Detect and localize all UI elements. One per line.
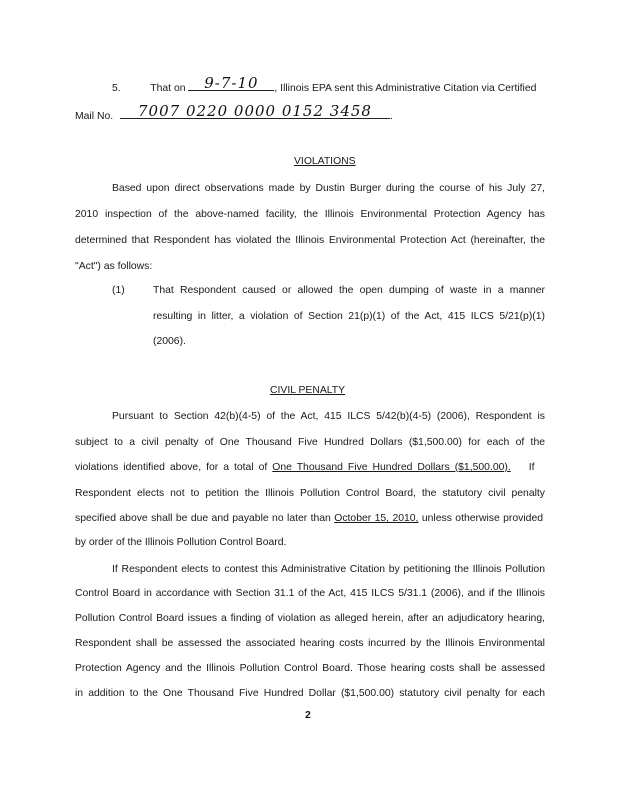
para5-prefix: That on: [150, 83, 186, 94]
page-number: 2: [305, 710, 311, 721]
penalty-p1-line2: subject to a civil penalty of One Thousand Five Hundred Dollars ($1,500.00) for each of the: [75, 437, 545, 448]
penalty-p2-line6: in addition to the One Thousand Five Hundred Dollar ($1,500.00) statutory civil penalty for each: [75, 688, 545, 699]
penalty-total-intro: violations identified above, for a total of: [75, 462, 268, 473]
penalty-p2-line4: Respondent shall be assessed the associated hearing costs incurred by the Illinois Environmental: [75, 638, 545, 649]
violations-intro-line1: [112, 182, 545, 195]
violations-intro-text-4: "Act") as follows:: [75, 261, 153, 272]
date-blank: [188, 74, 274, 92]
para5-number: 5.: [112, 83, 121, 94]
penalty-p1-line1: Pursuant to Section 42(b)(4-5) of the Act, 415 ILCS 5/42(b)(4-5) (2006), Respondent is: [112, 411, 545, 422]
violations-intro-text-3: determined that Respondent has violated the Illinois Environmental Protection Act (hereinafter, the: [75, 235, 545, 246]
penalty-p2-line2: Control Board in accordance with Section 31.1 of the Act, 415 ILCS 5/31.1 (2006), and if the Illinois: [75, 588, 545, 599]
violations-intro-line3: [75, 234, 545, 247]
penalty-p1-line6: by order of the Illinois Pollution Control Board.: [75, 537, 287, 548]
penalty-due-post: unless otherwise provided: [421, 513, 544, 524]
penalty-due-date: October 15, 2010,: [334, 513, 419, 524]
penalty-p2-line3: Pollution Control Board issues a finding of violation as alleged herein, after an adjudicatory hearing,: [75, 613, 545, 624]
violations-intro-text-1: Based upon direct observations made by Dustin Burger during the course of his July 27,: [112, 183, 545, 194]
violations-heading: VIOLATIONS: [294, 156, 356, 167]
mail-prefix: Mail No.: [75, 111, 114, 122]
violation-item-number: (1): [112, 285, 125, 296]
penalty-p1-line3: [75, 461, 535, 474]
violation-item-line3: (2006).: [153, 336, 186, 347]
para5-line2: [75, 102, 393, 123]
penalty-p1-line5: [75, 512, 543, 525]
penalty-p1-line4: Respondent elects not to petition the Illinois Pollution Control Board, the statutory civil penalty: [75, 488, 545, 499]
para5-after-date: , Illinois EPA sent this Administrative Citation via Certified: [274, 83, 537, 94]
penalty-total-amount: One Thousand Five Hundred Dollars ($1,500.00).: [272, 462, 511, 473]
mail-number-blank: [120, 102, 390, 120]
penalty-due-intro: specified above shall be due and payable no later than: [75, 513, 331, 524]
handwritten-mail-number: 7007 0220 0000 0152 3458: [138, 102, 372, 120]
penalty-p2-line1: If Respondent elects to contest this Administrative Citation by petitioning the Illinois Pollution: [112, 564, 545, 575]
penalty-p2-line5: Protection Agency and the Illinois Pollution Control Board. Those hearing costs shall be assessed: [75, 663, 545, 674]
civil-penalty-heading: CIVIL PENALTY: [270, 385, 346, 396]
violations-intro-text-2: 2010 inspection of the above-named facility, the Illinois Environmental Protection Agency has: [75, 209, 545, 220]
violations-intro-line4: [75, 260, 152, 273]
handwritten-date: 9-7-10: [204, 74, 259, 92]
para5-line1: [112, 74, 537, 95]
violations-intro-line2: [75, 208, 545, 221]
violation-item-line2: resulting in litter, a violation of Section 21(p)(1) of the Act, 415 ILCS 5/21(p)(1): [153, 311, 545, 322]
violation-item-line1: That Respondent caused or allowed the open dumping of waste in a manner: [153, 285, 545, 296]
penalty-total-post: If: [528, 462, 535, 473]
mail-suffix: .: [390, 111, 393, 122]
